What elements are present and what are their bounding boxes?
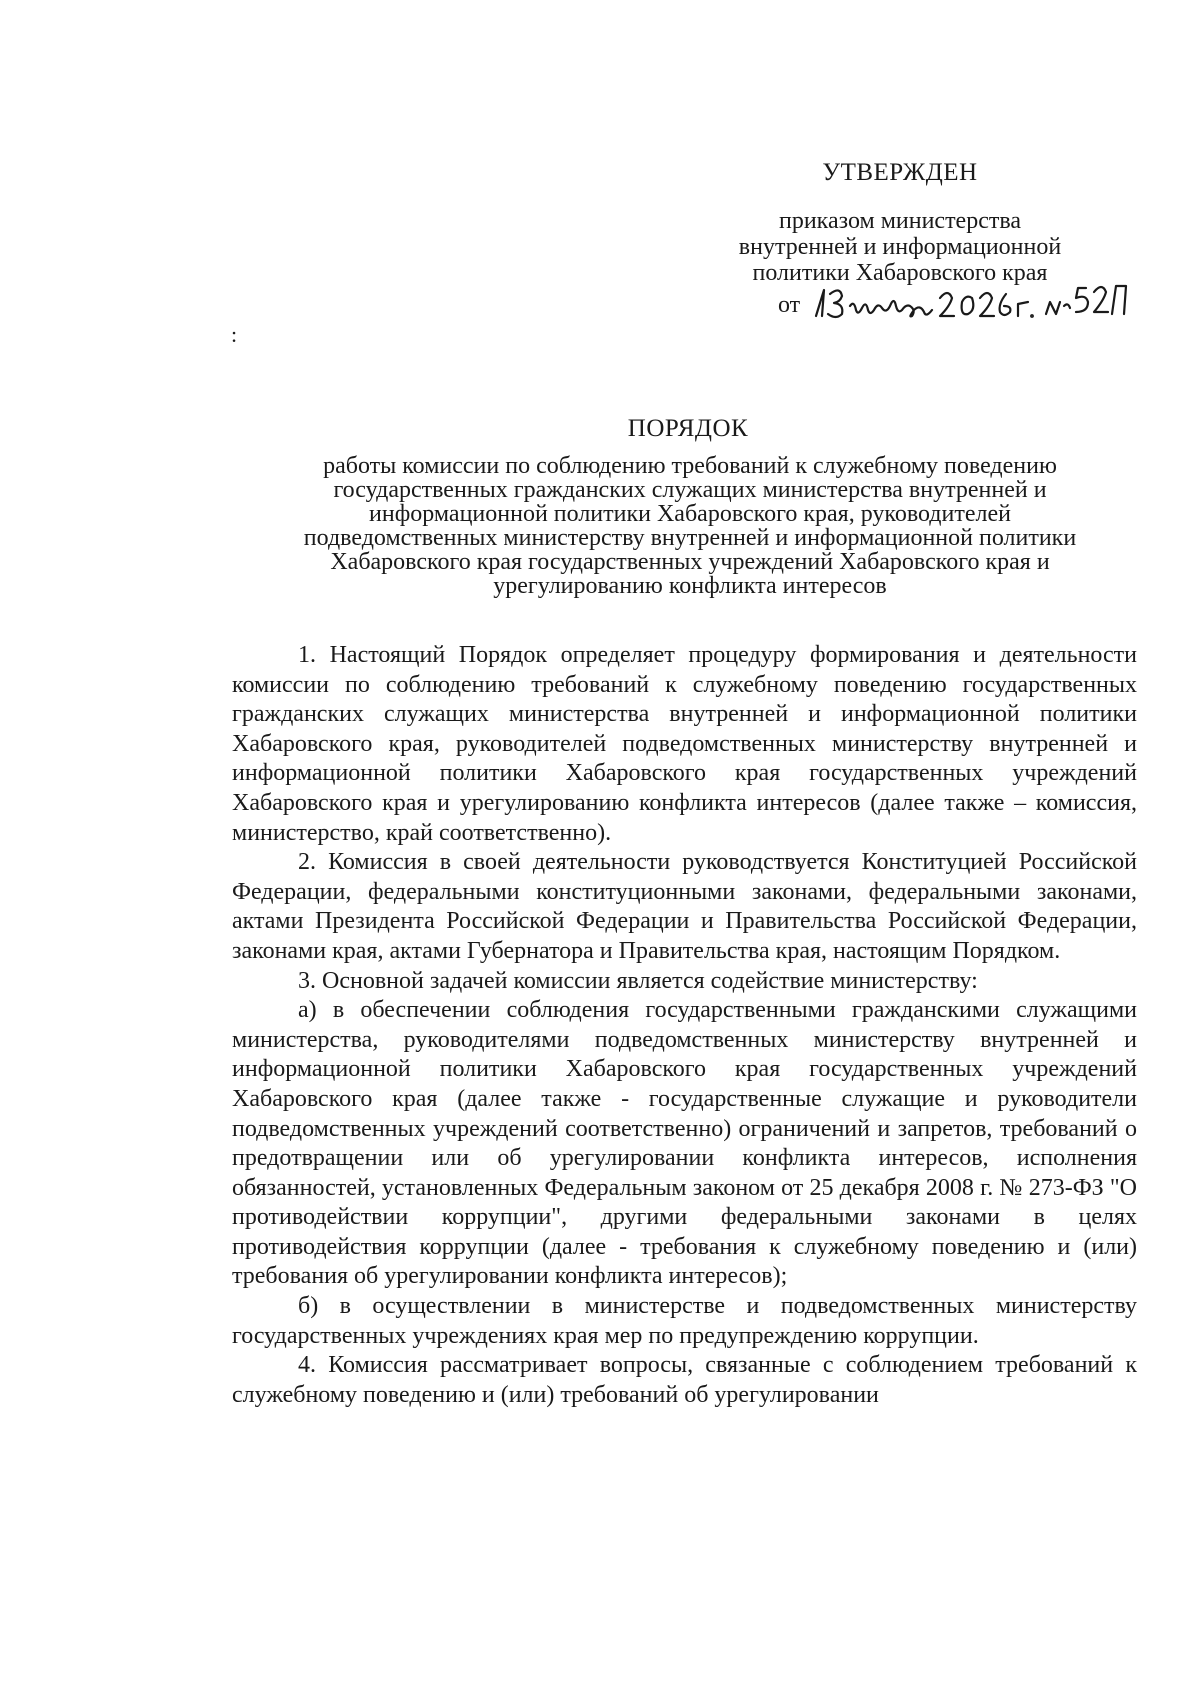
- date-prefix: от: [778, 292, 801, 318]
- subtitle-line: информационной политики Хабаровского края, руководителей: [369, 501, 1011, 527]
- document-subtitle: [230, 454, 1150, 598]
- stray-mark: :: [231, 322, 238, 347]
- subtitle-line: государственных гражданских служащих министерства внутренней и: [333, 477, 1047, 503]
- subtitle-line: работы комиссии по соблюдению требований к служебному поведению: [323, 453, 1057, 479]
- approval-line: внутренней и информационной: [738, 234, 1062, 260]
- approval-line: приказом министерства: [778, 208, 1022, 234]
- handwritten-date-number: [810, 280, 1130, 328]
- subtitle-line: урегулированию конфликта интересов: [493, 573, 887, 599]
- paragraph-4: 4. Комиссия рассматривает вопросы, связанные с соблюдением требований к служебному поведению и (или) требований об урегулировании: [232, 1352, 1137, 1408]
- paragraph-2: 2. Комиссия в своей деятельности руководствуется Конституцией Российской Федерации, федеральными конституционными законами, федеральными законами, актами Президента Российской Федерации и Правительства Российской Федерации, законами края, актами Губернатора и Правительства края, настоящим Порядком.: [232, 849, 1137, 964]
- approval-line: политики Хабаровского края: [752, 260, 1048, 286]
- paragraph-3b: б) в осуществлении в министерстве и подведомственных министерству государственных учреждениях края мер по предупреждению коррупции.: [232, 1293, 1137, 1349]
- subtitle-line: Хабаровского края государственных учреждений Хабаровского края и: [330, 549, 1050, 575]
- document-title: ПОРЯДОК: [627, 415, 749, 442]
- paragraph-3a: а) в обеспечении соблюдения государственными гражданскими служащими министерства, руководителями подведомственных министерству внутренней и информационной политики Хабаровского края государственных учреждений Хабаровского края (далее также - государственные служащие и руководители подведомственных учреждений соответственно) ограничений и запретов, требований о предотвращении или об урегулировании конфликта интересов, исполнения обязанностей, установленных Федеральным законом от 25 декабря 2008 г. № 273-ФЗ "О противодействии коррупции", другими федеральными законами в целях противодействия коррупции (далее - требования к служебному поведению и (или) требования об урегулировании конфликта интересов);: [232, 997, 1137, 1290]
- approval-date-number: [778, 280, 1138, 330]
- paragraph-1: 1. Настоящий Порядок определяет процедуру формирования и деятельности комиссии по соблюдению требований к служебному поведению государственных гражданских служащих министерства внутренней и информационной политики Хабаровского края, руководителей подведомственных министерству внутренней и информационной политики Хабаровского края государственных учреждений Хабаровского края и урегулированию конфликта интересов (далее также – комиссия, министерство, край соответственно).: [232, 642, 1137, 846]
- paragraph-3: 3. Основной задачей комиссии является содействие министерству:: [298, 967, 978, 994]
- approved-heading: УТВЕРЖДЕН: [822, 159, 978, 186]
- subtitle-line: подведомственных министерству внутренней и информационной политики: [303, 525, 1077, 551]
- document-body: [232, 641, 1137, 1410]
- approval-block: [700, 158, 1100, 286]
